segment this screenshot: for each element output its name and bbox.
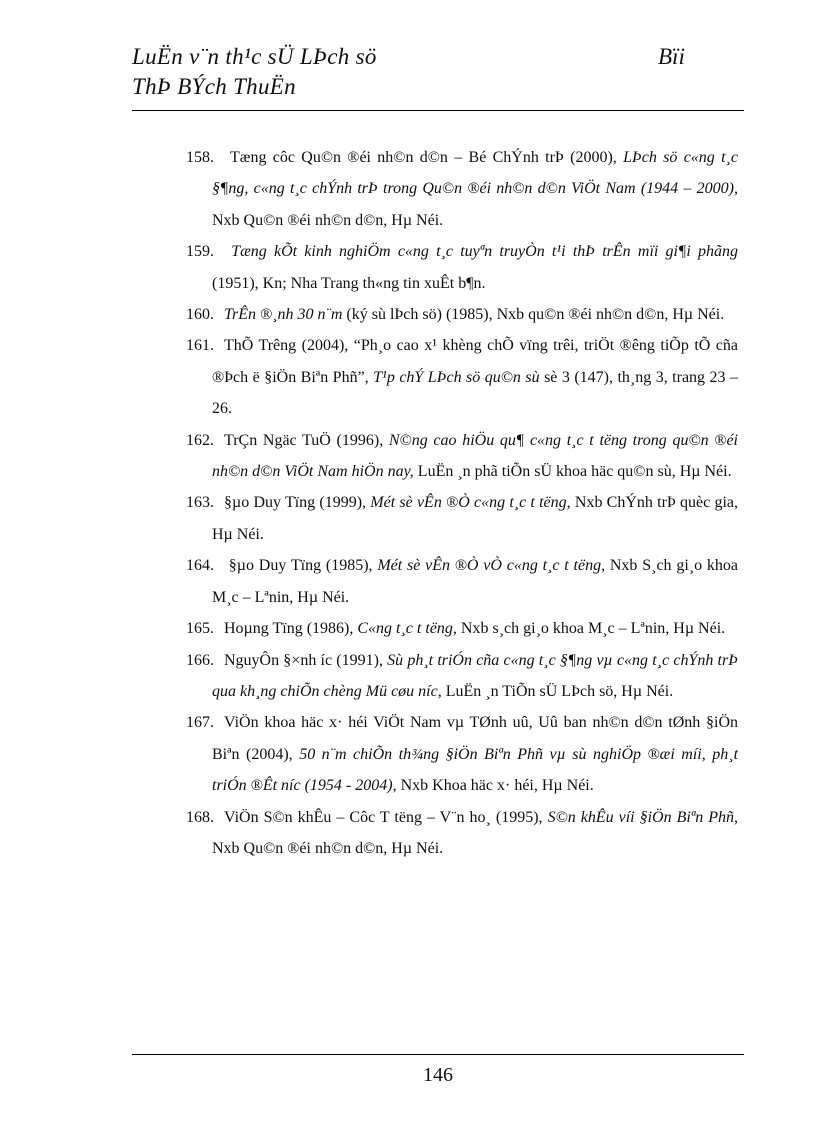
- reference-number: 163.: [186, 494, 214, 512]
- reference-number: 162.: [186, 431, 214, 449]
- reference-title: Mét sè vÊn ®Ò c«ng t¸c t tëng,: [370, 494, 571, 512]
- reference-number: 166.: [186, 651, 214, 669]
- reference-number: 159.: [186, 243, 214, 261]
- reference-item: [186, 645, 738, 708]
- reference-number: 160.: [186, 306, 214, 324]
- reference-text: Nxb ChÝnh trÞ quèc gia, Hµ Néi.: [212, 494, 739, 543]
- reference-text: ViÖn S©n khÊu – Côc T tëng – V¨n ho¸ (1995),: [224, 808, 548, 826]
- reference-number: 168.: [186, 808, 214, 826]
- reference-item: [186, 613, 738, 644]
- reference-text: Hoµng Tïng (1986),: [224, 620, 358, 638]
- reference-title: C«ng t¸c t tëng: [357, 620, 453, 638]
- reference-text: Tæng côc Qu©n ®éi nh©n d©n – Bé ChÝnh trÞ (2000),: [224, 149, 624, 166]
- reference-text: , Nxb Khoa häc x· héi, Hµ Néi.: [392, 777, 594, 795]
- reference-number: 165.: [186, 620, 214, 638]
- reference-item: [186, 236, 738, 299]
- reference-number: 164.: [186, 557, 214, 575]
- reference-text: LuËn ¸n phã tiÕn sÜ khoa häc qu©n sù, Hµ Néi.: [413, 463, 732, 481]
- running-header-title: [132, 42, 552, 102]
- reference-list: [186, 142, 738, 864]
- reference-title: 50 n¨m chiÕn th¾ng §iÖn Biªn Phñ vµ sù nghiÖp ®æi míi, ph¸t triÓn ®Êt níc (1954 - 2004): [212, 745, 739, 795]
- reference-item: [186, 550, 738, 613]
- reference-text: NguyÔn §×nh íc (1991),: [224, 651, 388, 669]
- page-number: 146: [423, 1064, 453, 1086]
- reference-text: , LuËn ¸n TiÕn sÜ LÞch sö, Hµ Néi.: [437, 682, 674, 700]
- reference-item: [186, 299, 738, 330]
- reference-text: ViÖn khoa häc x· héi ViÖt Nam vµ TØnh uû, Uû ban nh©n d©n tØnh §iÖn Biªn (2004),: [212, 714, 738, 763]
- reference-title: LÞch sö c«ng t¸c §¶ng, c«ng t¸c chÝnh trÞ trong Qu©n ®éi nh©n d©n ViÖt Nam (1944 – 2000),: [212, 149, 738, 198]
- reference-title: TrÊn ®¸nh 30 n¨m: [224, 306, 343, 324]
- reference-title: T¹p chÝ LÞch sö qu©n sù: [373, 368, 540, 386]
- reference-title: Mét sè vÊn ®Ò vÒ c«ng t¸c t tëng,: [377, 557, 606, 575]
- reference-text: (ký sù lÞch sö) (1985), Nxb qu©n ®éi nh©n d©n, Hµ Néi.: [342, 306, 725, 324]
- header-line-2: ThÞ BÝch ThuËn: [132, 74, 296, 99]
- reference-title: , N©ng cao hiÖu qu¶ c«ng t¸c t tëng trong qu©n ®éi nh©n d©n ViÖt Nam hiÖn nay,: [212, 431, 739, 481]
- reference-item: [186, 425, 738, 488]
- reference-text: , Nxb s¸ch gi¸o khoa M¸c – Lªnin, Hµ Néi.: [452, 620, 726, 638]
- reference-item: [186, 707, 738, 801]
- reference-item: [186, 142, 738, 236]
- reference-text: ThÕ Trêng (2004), “Ph¸o cao x¹ khèng chÕ vïng trêi, triÖt ®êng tiÕp tÕ cña ®Þch ë §iÖn Biªn Phñ”,: [212, 337, 738, 386]
- header-line-1: LuËn v¨n th¹c sÜ LÞch sö: [132, 44, 377, 69]
- reference-text: Nxb S¸ch gi¸o khoa M¸c – Lªnin, Hµ Néi.: [212, 557, 739, 606]
- reference-title: Tæng kÕt kinh nghiÖm c«ng t¸c tuyªn truyÒn t¹i thÞ trÊn mïi gi¶i phãng: [231, 243, 739, 261]
- reference-title: S©n khÊu víi §iÖn Biªn Phñ,: [547, 808, 739, 826]
- reference-item: [186, 802, 738, 865]
- reference-text: (1951), Kn; Nha Trang th«ng tin xuÊt b¶n.: [212, 274, 486, 292]
- reference-text: §µo Duy Tïng (1985),: [224, 557, 378, 575]
- reference-text: §µo Duy Tïng (1999),: [224, 494, 371, 512]
- reference-item: [186, 487, 738, 550]
- reference-text: sè 3 (147), th¸ng 3, trang 23 – 26.: [212, 368, 738, 418]
- footer-rule: [132, 1054, 744, 1055]
- reference-item: [186, 330, 738, 424]
- running-header-author: Bïi: [658, 44, 685, 69]
- reference-text: Nxb Qu©n ®éi nh©n d©n, Hµ Néi.: [212, 839, 444, 857]
- reference-number: 161.: [186, 337, 214, 355]
- reference-number: 158.: [186, 149, 214, 166]
- reference-number: 167.: [186, 714, 214, 732]
- reference-title: Sù ph¸t triÓn cña c«ng t¸c §¶ng vµ c«ng t¸c chÝnh trÞ qua kh¸ng chiÕn chèng Mü cøu níc: [212, 651, 738, 700]
- reference-text: TrÇn Ngäc TuÖ (1996): [224, 431, 380, 449]
- header-rule: [132, 110, 744, 111]
- reference-text: Nxb Qu©n ®éi nh©n d©n, Hµ Néi.: [212, 211, 444, 229]
